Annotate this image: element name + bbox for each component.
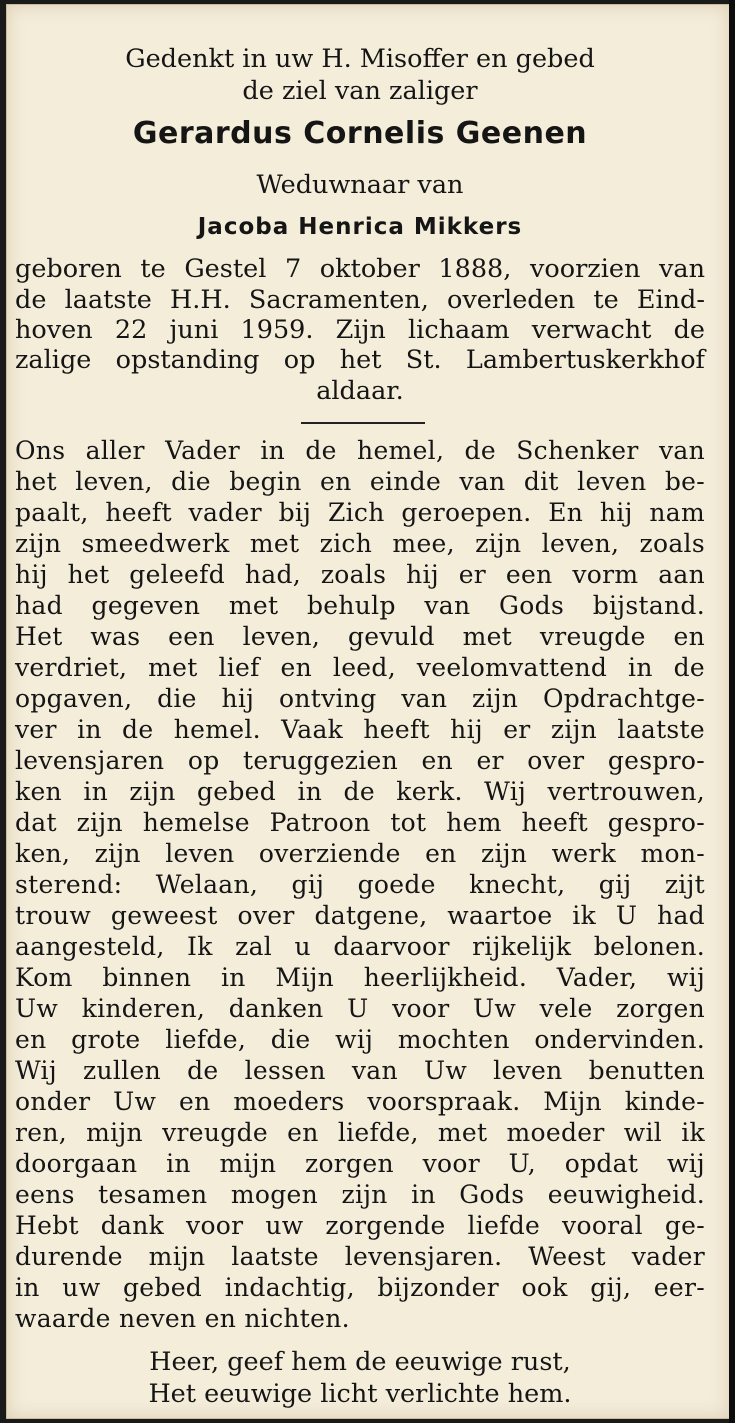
body-line: had gegeven met behulp van Gods bijstand. xyxy=(15,591,705,620)
body-line: ken in zijn gebed in de kerk. Wij vertrouwen, xyxy=(15,777,705,806)
dedication-line-1: Gedenkt in uw H. Misoffer en gebed xyxy=(125,44,595,74)
closing-prayer-line-2: Het eeuwige licht verlichte hem. xyxy=(148,1379,572,1409)
deceased-name: Gerardus Cornelis Geenen xyxy=(132,116,588,151)
body-line: ken, zijn leven overziende en zijn werk mon- xyxy=(15,839,705,868)
body-line: eens tesamen mogen zijn in Gods eeuwigheid. xyxy=(15,1180,705,1209)
body-line: Ons aller Vader in de hemel, de Schenker van xyxy=(15,436,705,465)
body-line: verdriet, met lief en leed, veelomvattend in de xyxy=(15,653,705,682)
body-line: zijn smeedwerk met zich mee, zijn leven, zoals xyxy=(15,529,705,558)
bio-line: hoven 22 juni 1959. Zijn lichaam verwacht de xyxy=(15,315,705,345)
body-line: levensjaren op teruggezien en er over gespro- xyxy=(15,746,705,775)
memorial-card xyxy=(6,4,730,1419)
bio-line: zalige opstanding op het St. Lambertuskerkhof xyxy=(15,345,705,375)
dedication-line-2: de ziel van zaliger xyxy=(242,76,478,106)
body-line: waarde neven en nichten. xyxy=(15,1304,350,1333)
body-line: paalt, heeft vader bij Zich geroepen. En hij nam xyxy=(15,498,705,527)
spouse-name: Jacoba Henrica Mikkers xyxy=(197,214,523,240)
body-line: dat zijn hemelse Patroon tot hem heeft gespro- xyxy=(15,808,705,837)
body-line: in uw gebed indachtig, bijzonder ook gij, eer- xyxy=(15,1273,705,1302)
body-line: onder Uw en moeders voorspraak. Mijn kinde- xyxy=(15,1087,705,1116)
body-line: hij het geleefd had, zoals hij er een vorm aan xyxy=(15,560,705,589)
body-line: aangesteld, Ik zal u daarvoor rijkelijk belonen. xyxy=(15,932,705,961)
body-line: Uw kinderen, danken U voor Uw vele zorgen xyxy=(15,994,705,1023)
body-line: opgaven, die hij ontving van zijn Opdrachtge- xyxy=(15,684,705,713)
body-line: Hebt dank voor uw zorgende liefde vooral ge- xyxy=(15,1211,705,1240)
body-line: Het was een leven, gevuld met vreugde en xyxy=(15,622,705,651)
bio-line: aldaar. xyxy=(316,376,404,406)
body-line: doorgaan in mijn zorgen voor U, opdat wij xyxy=(15,1149,705,1178)
body-line: durende mijn laatste levensjaren. Weest vader xyxy=(15,1242,705,1271)
body-line: en grote liefde, die wij mochten ondervinden. xyxy=(15,1025,705,1054)
bio-line: geboren te Gestel 7 oktober 1888, voorzien van xyxy=(15,254,705,284)
bio-line: de laatste H.H. Sacramenten, overleden te Eind- xyxy=(15,285,705,315)
divider-rule xyxy=(301,422,425,424)
body-line: het leven, die begin en einde van dit leven be- xyxy=(15,467,705,496)
body-line: Kom binnen in Mijn heerlijkheid. Vader, wij xyxy=(15,963,705,992)
body-line: trouw geweest over datgene, waartoe ik U had xyxy=(15,901,705,930)
body-line: Wij zullen de lessen van Uw leven benutten xyxy=(15,1056,705,1085)
scan-edge xyxy=(729,0,735,1423)
body-line: ren, mijn vreugde en liefde, met moeder wil ik xyxy=(15,1118,705,1147)
body-line: sterend: Welaan, gij goede knecht, gij zijt xyxy=(15,870,705,899)
body-line: ver in de hemel. Vaak heeft hij er zijn laatste xyxy=(15,715,705,744)
closing-prayer-line-1: Heer, geef hem de eeuwige rust, xyxy=(149,1347,571,1377)
relation-label: Weduwnaar van xyxy=(256,170,464,200)
